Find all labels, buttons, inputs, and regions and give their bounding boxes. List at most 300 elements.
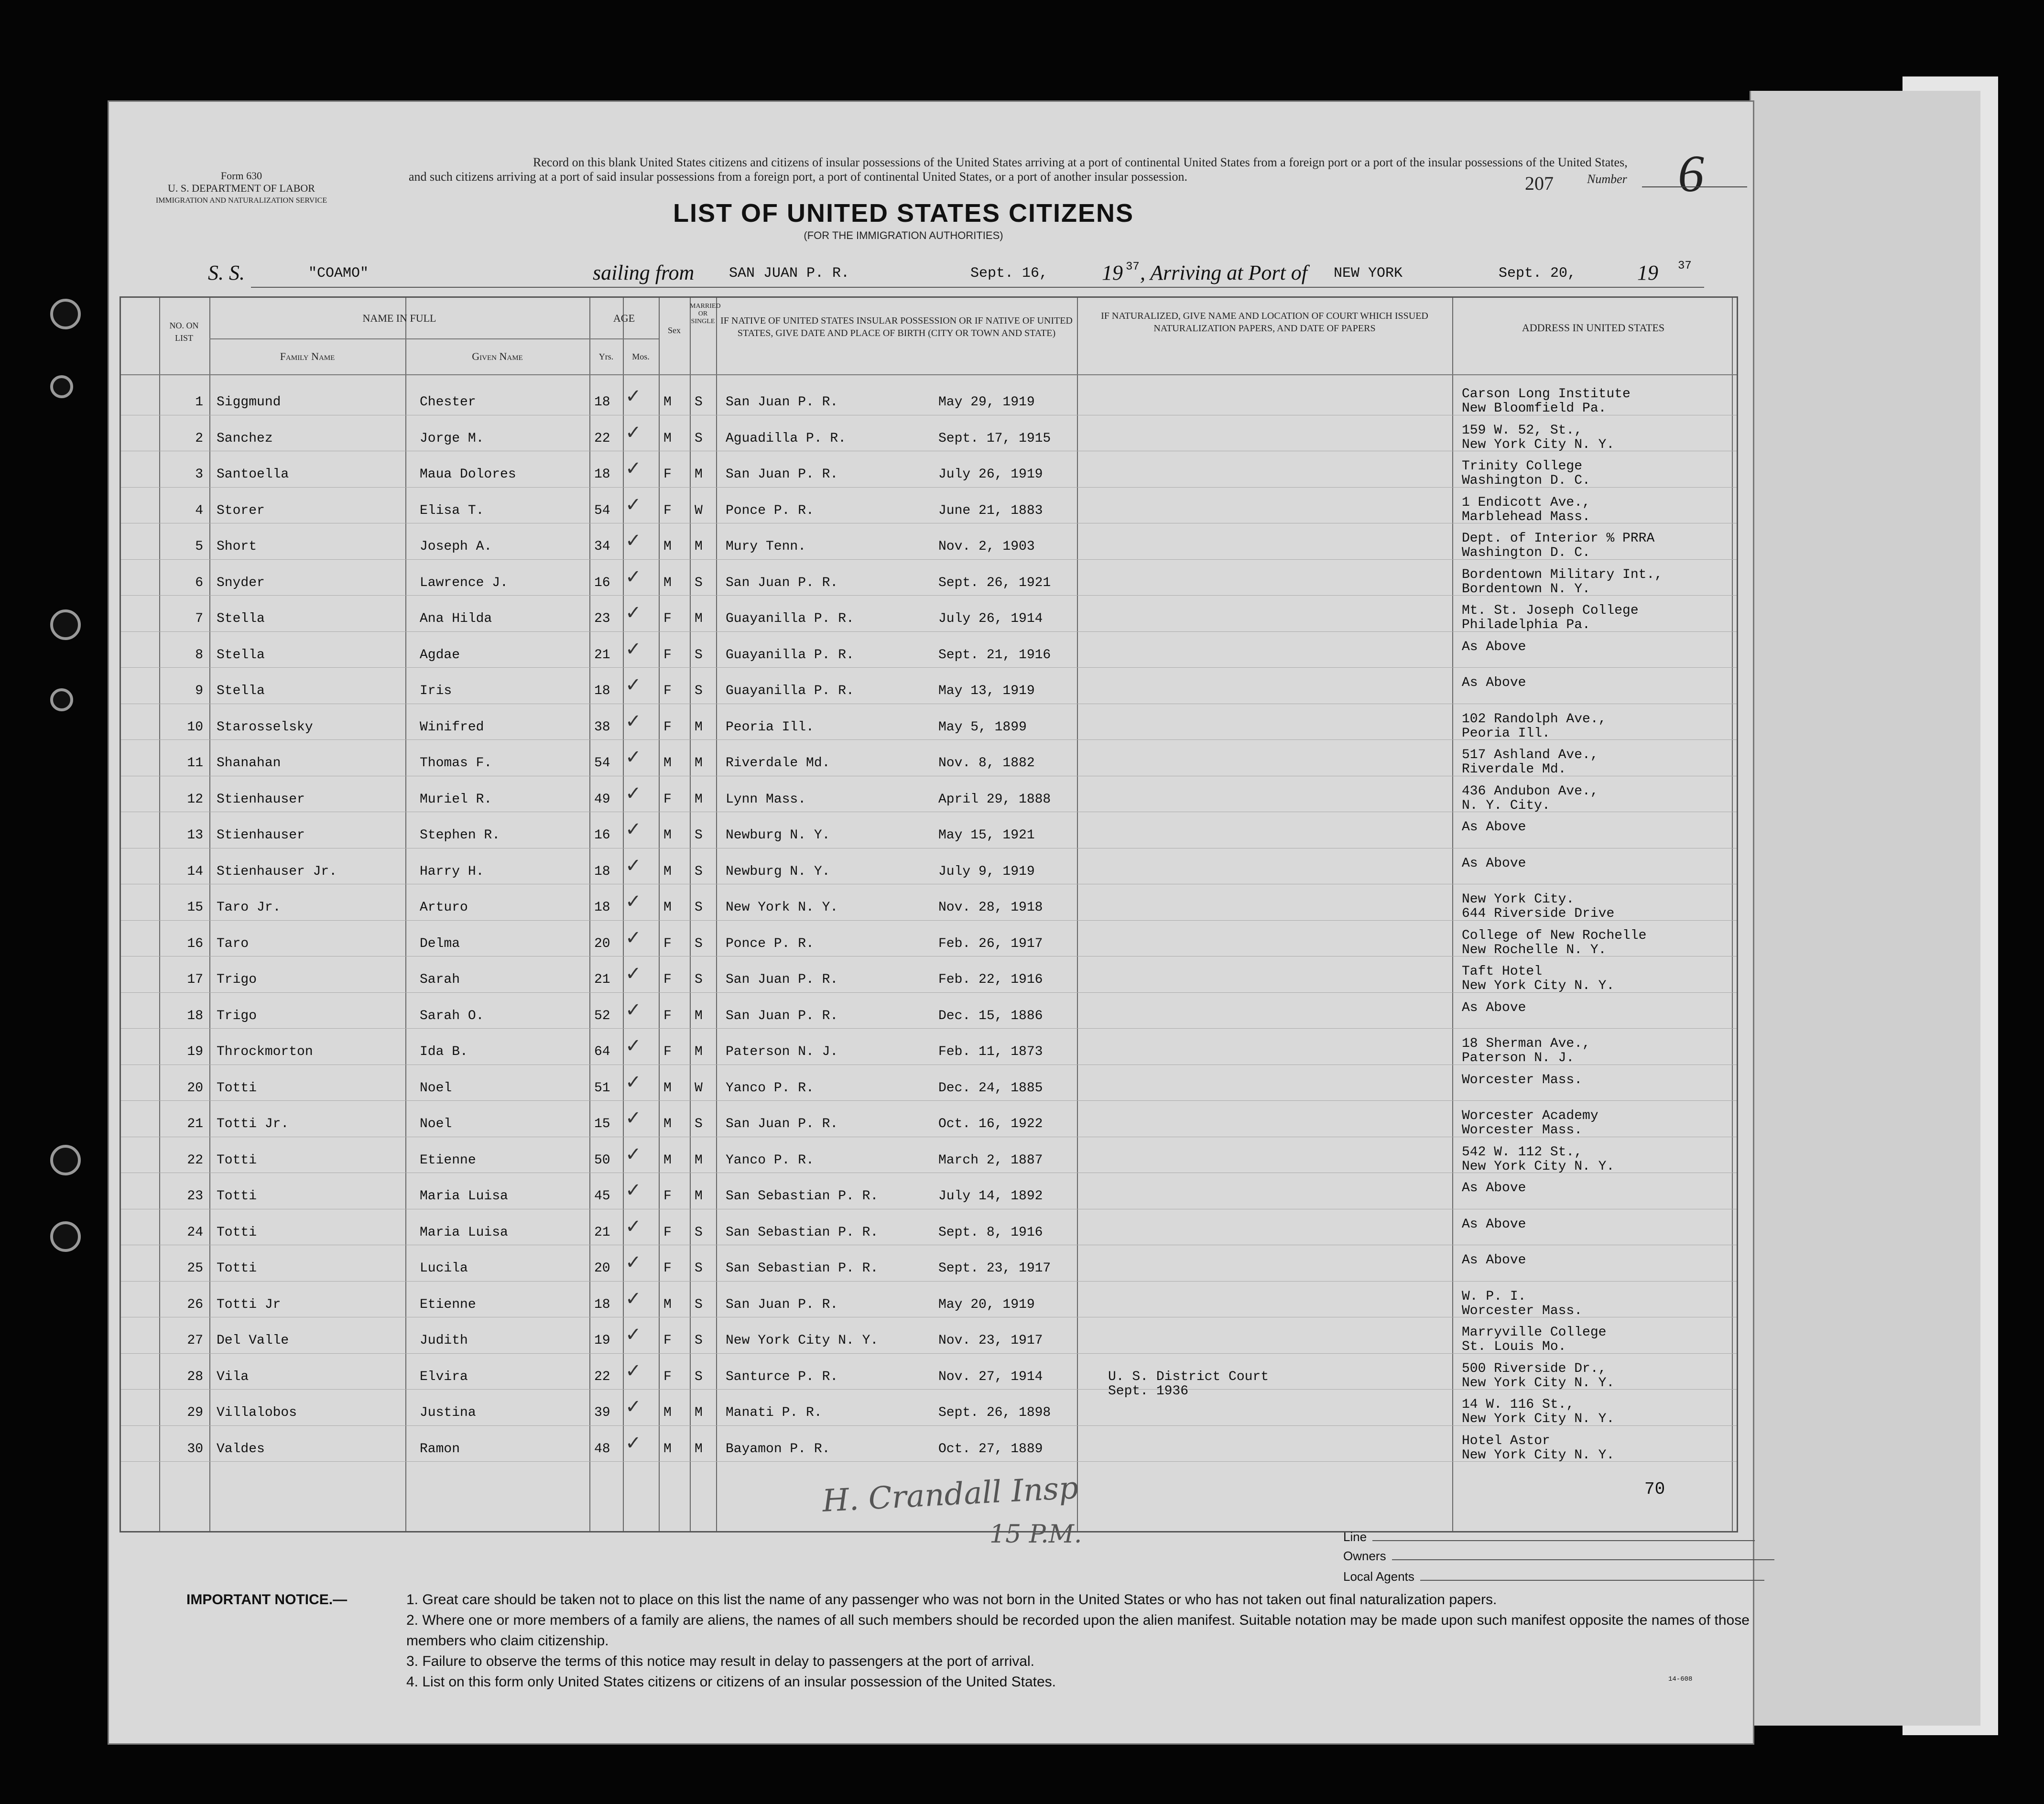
cell-family: Totti [217, 1152, 257, 1168]
check-mark: ✓ [625, 1251, 641, 1273]
cell-no: 20 [187, 1080, 203, 1096]
cell-place: Guayanilla P. R. [726, 647, 854, 663]
cell-ms: M [695, 1189, 703, 1204]
agents-line [1343, 1530, 1755, 1544]
cell-no: 2 [195, 431, 203, 446]
cell-no: 13 [187, 828, 203, 843]
cell-age: 21 [594, 972, 610, 987]
cell-place: Ponce P. R. [726, 936, 814, 951]
col-mos: Mos. [632, 352, 650, 361]
cell-date: Sept. 26, 1921 [938, 575, 1051, 590]
cell-date: May 29, 1919 [938, 395, 1035, 410]
cell-address-line1: Marryville College [1462, 1325, 1607, 1340]
row-rule [121, 1100, 1737, 1101]
cell-age: 52 [594, 1008, 610, 1023]
cell-place: Lynn Mass. [726, 792, 806, 807]
check-mark: ✓ [625, 891, 641, 913]
cell-ms: M [695, 1441, 703, 1456]
col-rule [623, 298, 624, 1531]
cell-age: 18 [594, 684, 610, 698]
cell-family: Valdes [217, 1441, 265, 1456]
cell-address-line1: As Above [1462, 1000, 1526, 1015]
check-mark: ✓ [625, 926, 641, 949]
check-mark: ✓ [625, 1071, 641, 1093]
number-value: 6 [1678, 144, 1704, 203]
cell-date: May 5, 1899 [938, 719, 1027, 735]
cell-family: Villalobos [217, 1405, 297, 1420]
cell-sex: M [663, 1441, 672, 1456]
cell-sex: M [663, 1405, 672, 1420]
check-mark: ✓ [625, 493, 641, 516]
cell-address-line1: 159 W. 52, St., [1462, 423, 1583, 438]
check-mark: ✓ [625, 710, 641, 732]
cell-address-line2: New York City N. Y. [1462, 1412, 1615, 1426]
col-family: Family Name [280, 350, 335, 362]
cell-address-line1: As Above [1462, 1181, 1526, 1195]
cell-given: Noel [420, 1117, 452, 1131]
cell-age: 54 [594, 503, 610, 518]
cell-place: San Juan P. R. [726, 1008, 838, 1023]
cell-age: 34 [594, 539, 610, 554]
cell-date: Sept. 17, 1915 [938, 431, 1051, 446]
check-mark: ✓ [625, 999, 641, 1021]
cell-address-line2: Paterson N. J. [1462, 1051, 1575, 1065]
cell-ms: M [695, 467, 703, 482]
cell-sex: F [663, 1189, 672, 1204]
cell-place: Yanco P. R. [726, 1080, 814, 1096]
cell-given: Arturo [420, 900, 468, 915]
check-mark: ✓ [625, 602, 641, 624]
cell-ms: M [695, 719, 703, 735]
cell-ms: M [695, 1008, 703, 1023]
cell-age: 45 [594, 1189, 610, 1204]
cell-ms: S [695, 972, 703, 987]
passenger-table [120, 296, 1738, 1532]
cell-place: Yanco P. R. [726, 1152, 814, 1168]
check-mark: ✓ [625, 457, 641, 479]
cell-family: Totti [217, 1080, 257, 1096]
cell-sex: F [663, 1261, 672, 1276]
cell-family: Taro [217, 936, 249, 951]
check-mark: ✓ [625, 854, 641, 877]
cell-date: May 20, 1919 [938, 1297, 1035, 1312]
passenger-count: 70 [1644, 1479, 1665, 1499]
col-address: ADDRESS IN UNITED STATES [1522, 322, 1665, 334]
cell-given: Jorge M. [420, 431, 484, 446]
cell-ms: M [695, 1152, 703, 1168]
cell-age: 39 [594, 1405, 610, 1420]
cell-no: 27 [187, 1333, 203, 1348]
cell-no: 1 [195, 395, 203, 410]
cell-no: 15 [187, 900, 203, 915]
cell-no: 19 [187, 1044, 203, 1059]
cell-given: Harry H. [420, 864, 484, 879]
check-mark: ✓ [625, 421, 641, 444]
cell-given: Sarah [420, 972, 460, 987]
cell-address-line1: As Above [1462, 675, 1526, 690]
header-notice: Record on this blank United States citizens and citizens of insular possessions of the United States arriving at a port of continental United States from a foreign port or a port of the insular possessions of the United States, and such citizens arriving at a port of said insular possessions from a foreign port, a port of continental United States, or a port of another insular possession. [409, 155, 1628, 184]
check-mark: ✓ [625, 385, 641, 407]
cell-ms: S [695, 1369, 703, 1384]
agents-line-label: Line [1343, 1530, 1367, 1544]
cell-ms: S [695, 647, 703, 663]
departure-port: SAN JUAN P. R. [729, 265, 850, 282]
punch-hole [50, 375, 73, 398]
agents-local [1343, 1569, 1764, 1584]
cell-date: May 13, 1919 [938, 684, 1035, 698]
cell-place: New York City N. Y. [726, 1333, 879, 1348]
check-mark: ✓ [625, 746, 641, 768]
cell-ms: S [695, 1333, 703, 1348]
cell-ms: S [695, 936, 703, 951]
number-label: Number [1587, 172, 1627, 186]
notice-item: 1. Great care should be taken not to place on this list the name of any passenger who was not born in the United States or who has not taken out final naturalization papers. [406, 1592, 1497, 1608]
cell-given: Elisa T. [420, 503, 484, 518]
cell-date: July 26, 1914 [938, 611, 1043, 626]
cell-ms: S [695, 828, 703, 843]
cell-address-line1: 436 Andubon Ave., [1462, 783, 1598, 799]
punch-hole [50, 609, 81, 640]
cell-age: 15 [594, 1117, 610, 1131]
cell-place: San Juan P. R. [726, 467, 838, 482]
cell-given: Ida B. [420, 1044, 468, 1059]
cell-ms: M [695, 756, 703, 771]
notice-label: IMPORTANT NOTICE.— [186, 1592, 348, 1608]
cell-sex: F [663, 503, 672, 518]
check-mark: ✓ [625, 1359, 641, 1382]
cell-family: Starosselsky [217, 719, 313, 735]
agents-line-blank [1372, 1540, 1755, 1541]
cell-date: Sept. 23, 1917 [938, 1261, 1051, 1276]
cell-address-line1: As Above [1462, 856, 1526, 871]
col-rule [1452, 298, 1453, 1531]
notice-item: 4. List on this form only United States citizens or citizens of an insular possession of the United States. [406, 1674, 1056, 1690]
cell-address-line2: St. Louis Mo. [1462, 1339, 1566, 1354]
cell-given: Muriel R. [420, 792, 492, 807]
cell-address-line1: 102 Randolph Ave., [1462, 711, 1607, 727]
cell-date: Feb. 26, 1917 [938, 936, 1043, 951]
cell-no: 7 [195, 611, 203, 626]
cell-family: Stella [217, 611, 265, 626]
check-mark: ✓ [625, 782, 641, 804]
cell-address-line2: Riverdale Md. [1462, 762, 1566, 777]
row-rule [121, 1281, 1737, 1282]
cell-ms: S [695, 1117, 703, 1131]
cell-place: Newburg N. Y. [726, 864, 830, 879]
cell-address-line2: Peoria Ill. [1462, 726, 1550, 741]
punch-hole [50, 688, 73, 711]
cell-date: June 21, 1883 [938, 503, 1043, 518]
col-rule [716, 298, 717, 1531]
cell-family: Siggmund [217, 395, 281, 410]
cell-sex: F [663, 1333, 672, 1348]
cell-address-line1: 14 W. 116 St., [1462, 1397, 1575, 1412]
cell-nat2: Sept. 1936 [1108, 1383, 1189, 1399]
cell-address-line1: 500 Riverside Dr., [1462, 1361, 1607, 1376]
cell-date: Dec. 15, 1886 [938, 1008, 1043, 1023]
cell-place: Manati P. R. [726, 1405, 822, 1420]
cell-no: 3 [195, 467, 203, 482]
col-no: NO. ON LIST [169, 321, 199, 343]
cell-given: Winifred [420, 719, 484, 735]
cell-family: Totti Jr [217, 1297, 281, 1312]
cell-family: Shanahan [217, 756, 281, 771]
cell-age: 38 [594, 719, 610, 735]
cell-ms: S [695, 431, 703, 446]
cell-ms: M [695, 1044, 703, 1059]
sheet-code: 207 [1525, 173, 1554, 194]
cell-sex: F [663, 1225, 672, 1240]
cell-given: Noel [420, 1080, 452, 1096]
cell-sex: F [663, 936, 672, 951]
col-married: MARRIED OR SINGLE [690, 303, 721, 325]
cell-address-line1: Bordentown Military Int., [1462, 567, 1663, 582]
voyage-underline [251, 287, 1704, 288]
cell-no: 5 [195, 539, 203, 554]
cell-date: Nov. 28, 1918 [938, 900, 1043, 915]
cell-place: San Juan P. R. [726, 395, 838, 410]
cell-date: Dec. 24, 1885 [938, 1080, 1043, 1096]
cell-ms: W [695, 1080, 703, 1096]
cell-address-line2: New York City N. Y. [1462, 1375, 1615, 1391]
cell-family: Stella [217, 647, 265, 663]
cell-address-line1: 1 Endicott Ave., [1462, 495, 1590, 510]
cell-date: Feb. 22, 1916 [938, 972, 1043, 987]
sailing-label: sailing from [593, 261, 695, 284]
cell-address-line2: Worcester Mass. [1462, 1303, 1583, 1318]
department-name: U. S. DEPARTMENT OF LABOR [168, 182, 315, 194]
cell-sex: F [663, 792, 672, 807]
cell-place: Ponce P. R. [726, 503, 814, 518]
cell-no: 9 [195, 684, 203, 698]
cell-family: Storer [217, 503, 265, 518]
cell-address-line2: Philadelphia Pa. [1462, 618, 1590, 632]
cell-age: 20 [594, 1261, 610, 1276]
cell-date: Sept. 26, 1898 [938, 1405, 1051, 1420]
inspector-initials: 15 P.M. [989, 1520, 1082, 1549]
cell-address-line1: As Above [1462, 639, 1526, 654]
cell-given: Elvira [420, 1369, 468, 1384]
cell-ms: S [695, 395, 703, 410]
cell-given: Delma [420, 936, 460, 951]
cell-sex: F [663, 684, 672, 698]
service-name: IMMIGRATION AND NATURALIZATION SERVICE [155, 196, 327, 205]
cell-address-line1: Hotel Astor [1462, 1433, 1550, 1448]
punch-hole [50, 1145, 81, 1175]
cell-date: March 2, 1887 [938, 1152, 1043, 1168]
cell-family: Santoella [217, 467, 289, 482]
cell-place: Mury Tenn. [726, 539, 806, 554]
cell-sex: F [663, 1008, 672, 1023]
cell-date: Nov. 27, 1914 [938, 1369, 1043, 1384]
cell-no: 6 [195, 575, 203, 590]
cell-age: 16 [594, 575, 610, 590]
binder-edge [1750, 91, 1980, 1726]
inspector-signature: H. Crandall Insp [821, 1470, 1079, 1519]
age-subrule [589, 338, 659, 339]
cell-ms: W [695, 503, 703, 518]
arrival-port: NEW YORK [1334, 265, 1403, 282]
footer-code: 14-608 [1668, 1675, 1693, 1683]
cell-age: 48 [594, 1441, 610, 1456]
agents-owners-label: Owners [1343, 1549, 1386, 1563]
cell-sex: M [663, 1117, 672, 1131]
cell-date: July 26, 1919 [938, 467, 1043, 482]
cell-family: Stella [217, 684, 265, 698]
cell-place: Peoria Ill. [726, 719, 814, 735]
cell-sex: F [663, 1044, 672, 1059]
cell-ms: M [695, 611, 703, 626]
check-mark: ✓ [625, 963, 641, 985]
cell-address-line2: New York City N. Y. [1462, 437, 1615, 452]
cell-no: 23 [187, 1189, 203, 1204]
cell-place: San Sebastian P. R. [726, 1189, 879, 1204]
cell-family: Taro Jr. [217, 900, 281, 915]
check-mark: ✓ [625, 1287, 641, 1310]
cell-family: Stienhauser [217, 792, 305, 807]
check-mark: ✓ [625, 1396, 641, 1418]
cell-sex: F [663, 1369, 672, 1384]
cell-given: Etienne [420, 1297, 476, 1312]
cell-no: 25 [187, 1261, 203, 1276]
cell-given: Agdae [420, 647, 460, 663]
cell-no: 22 [187, 1152, 203, 1168]
form-number: Form 630 [220, 170, 262, 182]
cell-age: 50 [594, 1152, 610, 1168]
cell-date: Feb. 11, 1873 [938, 1044, 1043, 1059]
cell-given: Thomas F. [420, 756, 492, 771]
cell-date: July 9, 1919 [938, 864, 1035, 879]
number-line [1642, 186, 1747, 187]
cell-sex: M [663, 864, 672, 879]
cell-ms: S [695, 864, 703, 879]
cell-age: 18 [594, 900, 610, 915]
cell-no: 11 [187, 756, 203, 771]
cell-no: 21 [187, 1117, 203, 1131]
check-mark: ✓ [625, 530, 641, 552]
cell-sex: M [663, 756, 672, 771]
col-rule [589, 298, 590, 1531]
cell-no: 14 [187, 864, 203, 879]
cell-sex: F [663, 611, 672, 626]
col-rule [159, 298, 160, 1531]
cell-address-line2: Worcester Mass. [1462, 1123, 1583, 1138]
cell-date: Sept. 21, 1916 [938, 647, 1051, 663]
cell-address-line1: Mt. St. Joseph College [1462, 603, 1639, 618]
important-notice [186, 1589, 1754, 1692]
cell-sex: F [663, 972, 672, 987]
cell-place: Guayanilla P. R. [726, 684, 854, 698]
cell-ms: S [695, 1297, 703, 1312]
cell-address-line1: 542 W. 112 St., [1462, 1144, 1583, 1160]
col-name-in-full: NAME IN FULL [362, 312, 436, 324]
cell-sex: M [663, 900, 672, 915]
cell-given: Maria Luisa [420, 1189, 508, 1204]
cell-sex: F [663, 719, 672, 735]
cell-address-line1: Carson Long Institute [1462, 387, 1631, 402]
col-rule [659, 298, 660, 1531]
cell-address-line2: Bordentown N. Y. [1462, 581, 1590, 597]
cell-place: San Sebastian P. R. [726, 1261, 879, 1276]
check-mark: ✓ [625, 1035, 641, 1057]
col-sex: Sex [668, 326, 681, 335]
cell-ms: S [695, 684, 703, 698]
cell-sex: M [663, 395, 672, 410]
cell-address-line2: New York City N. Y. [1462, 1447, 1615, 1463]
cell-family: Del Valle [217, 1333, 289, 1348]
col-rule [1732, 298, 1733, 1531]
cell-family: Totti [217, 1261, 257, 1276]
ship-name: "COAMO" [308, 265, 369, 282]
check-mark: ✓ [625, 1107, 641, 1129]
col-rule [209, 298, 210, 1531]
cell-age: 23 [594, 611, 610, 626]
cell-given: Iris [420, 684, 452, 698]
agents-owners [1343, 1549, 1774, 1564]
cell-no: 17 [187, 972, 203, 987]
cell-address-line1: 517 Ashland Ave., [1462, 748, 1598, 762]
check-mark: ✓ [625, 1432, 641, 1454]
col-rule [1077, 298, 1078, 1531]
row-rule [121, 667, 1737, 668]
check-mark: ✓ [625, 1143, 641, 1165]
cell-no: 26 [187, 1297, 203, 1312]
cell-no: 18 [187, 1008, 203, 1023]
cell-given: Ana Hilda [420, 611, 492, 626]
check-mark: ✓ [625, 674, 641, 696]
cell-address-line2: Washington D. C. [1462, 545, 1590, 560]
cell-date: April 29, 1888 [938, 792, 1051, 807]
page-title: LIST OF UNITED STATES CITIZENS [673, 199, 1134, 228]
cell-address-line2: New York City N. Y. [1462, 1159, 1615, 1174]
cell-age: 51 [594, 1080, 610, 1096]
check-mark: ✓ [625, 565, 641, 588]
cell-address-line2: New Rochelle N. Y. [1462, 942, 1607, 957]
cell-age: 18 [594, 467, 610, 482]
cell-place: Aguadilla P. R. [726, 431, 847, 446]
cell-given: Chester [420, 395, 476, 410]
cell-given: Ramon [420, 1441, 460, 1456]
cell-date: Nov. 23, 1917 [938, 1333, 1043, 1348]
check-mark: ✓ [625, 1179, 641, 1201]
cell-address-line2: N. Y. City. [1462, 798, 1550, 813]
check-mark: ✓ [625, 638, 641, 660]
cell-given: Stephen R. [420, 828, 500, 843]
cell-sex: M [663, 828, 672, 843]
cell-given: Sarah O. [420, 1008, 484, 1023]
cell-no: 8 [195, 647, 203, 663]
cell-place: New York N. Y. [726, 900, 838, 915]
cell-sex: M [663, 1152, 672, 1168]
header-rule [121, 374, 1737, 375]
col-yrs: Yrs. [598, 352, 614, 361]
cell-place: Guayanilla P. R. [726, 611, 854, 626]
cell-family: Totti Jr. [217, 1117, 289, 1131]
cell-sex: M [663, 431, 672, 446]
cell-given: Lucila [420, 1261, 468, 1276]
cell-ms: S [695, 900, 703, 915]
arrival-date: Sept. 20, [1499, 265, 1576, 282]
cell-sex: F [663, 647, 672, 663]
cell-place: Santurce P. R. [726, 1369, 838, 1384]
form-id-block [146, 170, 337, 207]
col-age: AGE [613, 312, 635, 324]
cell-address-line1: College of New Rochelle [1462, 928, 1647, 943]
agents-owners-blank [1392, 1559, 1774, 1560]
cell-age: 49 [594, 792, 610, 807]
col-given: Given Name [472, 350, 523, 362]
cell-no: 30 [187, 1441, 203, 1456]
